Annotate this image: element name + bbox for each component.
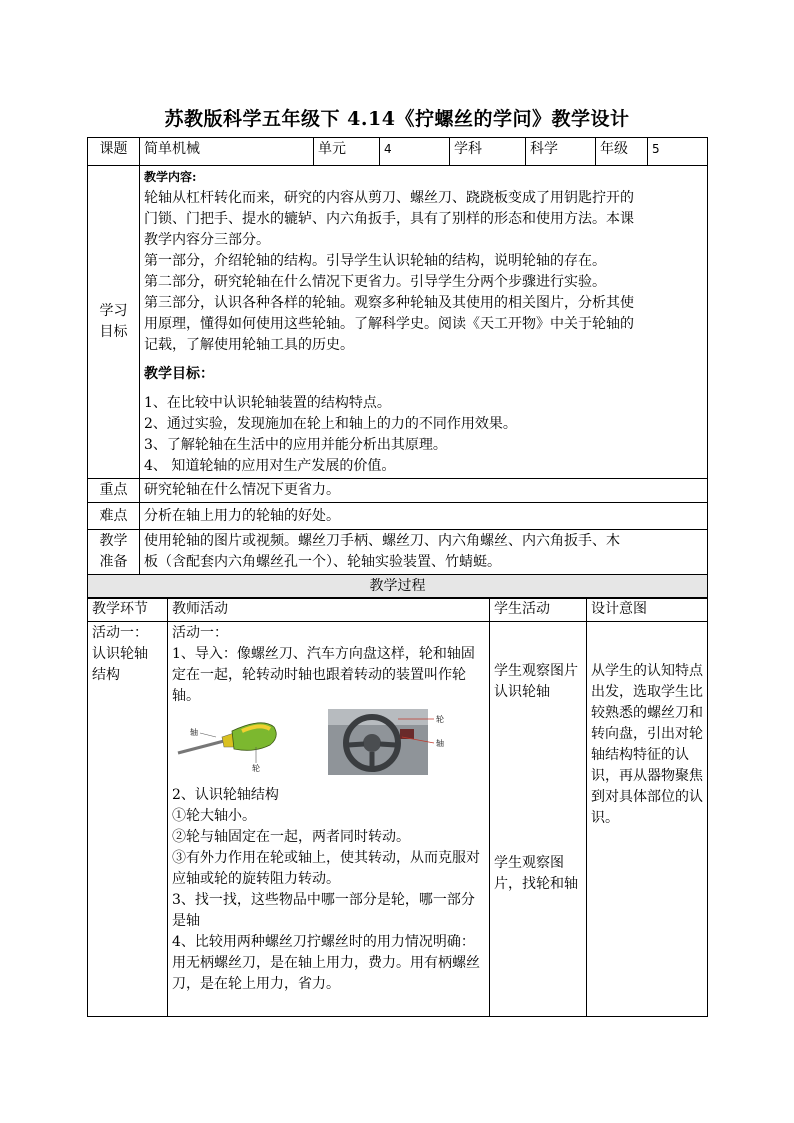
img-wheel-label: 轮 xyxy=(252,764,260,773)
content-line: 用原理，懂得如何使用这些轮轴。了解科学史。阅读《天工开物》中关于轮轴的 xyxy=(144,316,634,332)
goals-content xyxy=(140,166,708,479)
student-activity-2: 学生观察图片，找轮和轴 xyxy=(494,855,578,892)
img2-axle-label: 轴 xyxy=(436,739,444,748)
difficulty-label: 难点 xyxy=(88,503,140,530)
illustrations xyxy=(172,707,485,785)
content-line: 门锁、门把手、提水的辘轳、内六角扳手，具有了别样的形态和使用方法。本课 xyxy=(144,211,634,227)
prep-line: 使用轮轴的图片或视频。螺丝刀手柄、螺丝刀、内六角螺丝、内六角扳手、木 xyxy=(144,533,620,549)
content-line: 记载，了解使用轮轴工具的历史。 xyxy=(144,337,354,353)
content-line: 教学内容分三部分。 xyxy=(144,232,270,248)
prep-row xyxy=(88,530,708,575)
prep-label: 教学 准备 xyxy=(88,530,140,575)
difficulty-row xyxy=(88,503,708,530)
process-header-row xyxy=(88,598,708,622)
col-stage: 教学环节 xyxy=(88,598,168,622)
goal-item: 2、通过实验，发现施加在轮上和轴上的力的不同作用效果。 xyxy=(144,416,517,432)
content-line: 第二部分，研究轮轴在什么情况下更省力。引导学生分两个步骤进行实验。 xyxy=(144,274,606,290)
unit-value: 4 xyxy=(380,138,450,166)
lesson-plan-table xyxy=(87,137,708,599)
teacher-line: ①轮大轴小。 xyxy=(172,808,256,824)
goals-heading: 教学目标： xyxy=(144,366,214,382)
content-heading: 教学内容: xyxy=(144,170,197,184)
teacher-line: 4、比较用两种螺丝刀拧螺丝时的用力情况明确：用无柄螺丝刀，是在轴上用力，费力。用有柄螺丝刀，是在轮上用力，省力。 xyxy=(172,934,480,992)
steering-wheel-illustration xyxy=(328,709,434,775)
design-intent-text: 从学生的认知特点出发，选取学生比较熟悉的螺丝刀和转向盘，引出对轮轴结构特征的认识，再从器物聚焦到对具体部位的认识。 xyxy=(591,663,703,826)
difficulty-value: 分析在轴上用力的轮轴的好处。 xyxy=(140,503,708,530)
col-intent: 设计意图 xyxy=(587,598,708,622)
activity-one-row xyxy=(88,622,708,1017)
goal-item: 4、 知道轮轴的应用对生产发展的价值。 xyxy=(144,458,396,474)
goal-item: 3、了解轮轴在生活中的应用并能分析出其原理。 xyxy=(144,437,447,453)
img2-wheel-label: 轮 xyxy=(436,715,444,724)
goal-item: 1、在比较中认识轮轴装置的结构特点。 xyxy=(144,395,391,411)
teacher-activity xyxy=(168,622,490,1017)
process-table xyxy=(87,597,708,1017)
key-point-row xyxy=(88,479,708,503)
design-intent xyxy=(587,622,708,1017)
header-row xyxy=(88,138,708,166)
topic-label: 课题 xyxy=(88,138,140,166)
teacher-line: ③有外力作用在轮或轴上，使其转动，从而克服对应轴或轮的旋转阻力转动。 xyxy=(172,850,480,887)
content-line: 轮轴从杠杆转化而来，研究的内容从剪刀、螺丝刀、跷跷板变成了用钥匙拧开的 xyxy=(144,190,634,206)
process-banner: 教学过程 xyxy=(88,575,708,599)
student-activity xyxy=(490,622,587,1017)
grade-value: 5 xyxy=(648,138,708,166)
col-teacher: 教师活动 xyxy=(168,598,490,622)
teacher-line: 3、找一找，这些物品中哪一部分是轮，哪一部分是轴 xyxy=(172,892,475,929)
key-point-value: 研究轮轴在什么情况下更省力。 xyxy=(140,479,708,503)
goals-label: 学习 目标 xyxy=(88,166,140,479)
teacher-line: ②轮与轴固定在一起，两者同时转动。 xyxy=(172,829,410,845)
grade-label: 年级 xyxy=(596,138,648,166)
process-banner-row xyxy=(88,575,708,599)
student-activity-1: 学生观察图片认识轮轴 xyxy=(494,663,578,700)
screwdriver-illustration xyxy=(172,707,488,785)
col-student: 学生活动 xyxy=(490,598,587,622)
subject-value: 科学 xyxy=(526,138,596,166)
activity-stage: 活动一： 认识轮轴 结构 xyxy=(88,622,168,1017)
prep-content xyxy=(140,530,708,575)
goals-row xyxy=(88,166,708,479)
teacher-title: 活动一： xyxy=(172,625,228,641)
unit-label: 单元 xyxy=(314,138,380,166)
topic-value: 简单机械 xyxy=(140,138,314,166)
img-axle-label: 轴 xyxy=(190,728,198,737)
prep-line: 板（含配套内六角螺丝孔一个）、轮轴实验装置、竹蜻蜓。 xyxy=(144,554,501,570)
teacher-intro: 1、导入：像螺丝刀、汽车方向盘这样，轮和轴固定在一起，轮转动时轴也跟着转动的装置叫作轮轴。 xyxy=(172,646,475,704)
content-line: 第一部分，介绍轮轴的结构。引导学生认识轮轴的结构，说明轮轴的存在。 xyxy=(144,253,606,269)
key-point-label: 重点 xyxy=(88,479,140,503)
subject-label: 学科 xyxy=(450,138,526,166)
content-line: 第三部分，认识各种各样的轮轴。观察多种轮轴及其使用的相关图片，分析其使 xyxy=(144,295,634,311)
document-title: 苏教版科学五年级下 4.14《拧螺丝的学问》教学设计 xyxy=(164,108,630,130)
teacher-line: 2、认识轮轴结构 xyxy=(172,787,279,803)
